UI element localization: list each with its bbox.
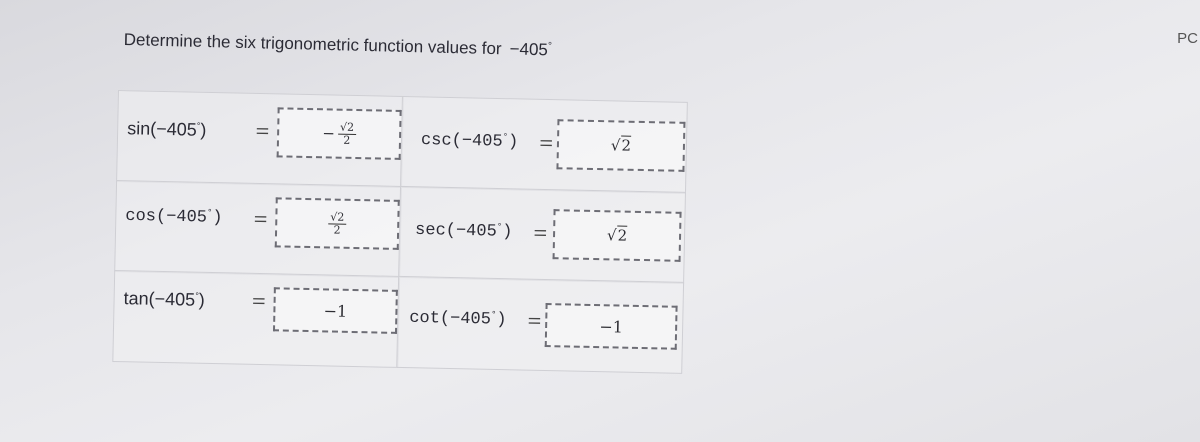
cos-equals: = [253,208,268,230]
cos-label: cos(−405°) [125,206,223,228]
cot-answer-box[interactable] [545,303,678,350]
sec-equals: = [533,222,548,244]
sin-answer: − $\frac{√2}{2}$ [322,120,355,147]
csc-label: csc(−405°) [420,131,519,153]
sin-answer-box[interactable] [277,107,402,160]
prompt-angle: −405 [509,39,549,60]
csc-answer: √2 [610,136,632,155]
cos-answer-box[interactable] [275,197,400,250]
tan-label: tan(−405°) [123,288,206,310]
sec-answer: √2 [606,226,628,245]
csc-equals: = [539,132,554,154]
sec-answer-box[interactable] [553,209,682,262]
cos-answer: √2 2 [328,211,347,236]
cot-answer: −1 [599,316,624,337]
sec-label: sec(−405°) [414,220,513,242]
tan-answer-box[interactable] [273,287,398,334]
sin-equals: = [255,120,270,142]
trig-answer-grid [112,90,686,374]
tan-answer: −1 [323,300,348,321]
cot-label: cot(−405°) [409,308,507,330]
prompt-degree: ° [547,40,553,52]
corner-label: PC [1177,30,1198,47]
cot-equals: = [527,310,542,331]
csc-answer-box[interactable] [556,119,685,172]
question-prompt [124,30,553,60]
prompt-text: Determine the six trigonometric function values for [123,30,502,59]
sin-label: sin(−405°) [126,118,207,140]
tan-equals: = [251,290,266,312]
